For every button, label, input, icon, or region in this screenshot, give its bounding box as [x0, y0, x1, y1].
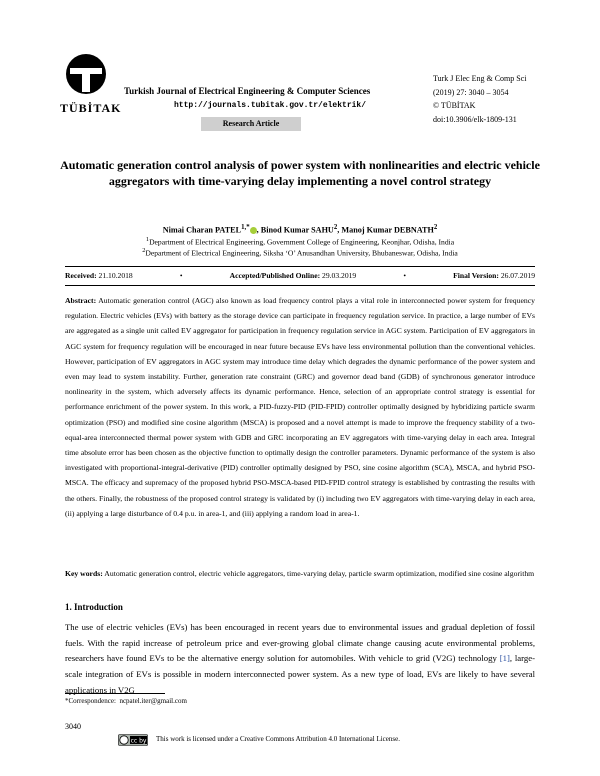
paper-title: Automatic generation control analysis of power system with nonlinearities and electric vehicle aggregators with time-varying delay implementing a novel control strategy	[60, 158, 540, 188]
intro-text: The use of electric vehicles (EVs) has been encouraged in recent years due to environmental issues and gradual depletion of fossil fuels. With the rapid increase of petroleum price and ever-growing global climate change causing acute environmental problems, researchers have found EVs to be the alternative energy solution for automobiles. With vehicle to grid (V2G) technology	[65, 622, 535, 664]
footnote-label: *Correspondence:	[65, 697, 116, 705]
received-label: Received:	[65, 271, 97, 280]
affiliation-2	[30, 247, 570, 258]
footnote-divider	[65, 693, 165, 694]
citation-line: (2019) 27: 3040 – 3054	[433, 87, 509, 97]
dates-row	[65, 271, 535, 280]
author-name: Binod Kumar SAHU	[260, 225, 334, 235]
accepted-label: Accepted/Published Online:	[229, 271, 321, 280]
page-number: 3040	[65, 722, 81, 731]
abstract	[65, 293, 535, 521]
citation-line: Turk J Elec Eng & Comp Sci	[433, 74, 527, 83]
doi-link[interactable]: doi:10.3906/elk-1809-131	[433, 114, 517, 124]
journal-name: Turkish Journal of Electrical Engineering & Computer Sciences	[124, 86, 371, 96]
keywords-label: Key words:	[65, 569, 103, 578]
copyright: © TÜBİTAK	[433, 101, 476, 110]
received-value: 21.10.2018	[98, 271, 133, 280]
author-list: Nimai Charan $PATEL^{1,*}$ , Binod Kumar SAHU$^2$, Manoj Kumar DEBNATH$^2$	[162, 224, 438, 235]
journal-url-link[interactable]: http://journals.tubitak.gov.tr/elektrik/	[174, 101, 367, 110]
divider	[65, 266, 535, 267]
author-sup: 2	[333, 224, 338, 231]
final-value: 26.07.2019	[500, 271, 535, 280]
author-sup: 2	[433, 224, 438, 231]
final-date	[453, 271, 535, 280]
author-sup: 1,*	[241, 224, 250, 231]
accepted-date	[230, 271, 357, 280]
intro-text: , large-scale integration of EVs is possible in modern interconnected power system. As a new type of load, EVs are likely to have several applications in V2G	[65, 653, 535, 695]
affiliation-text: Department of Electrical Engineering, Government College of Engineering, Keonjhar, Odisha, India	[149, 237, 455, 247]
correspondence-footnote	[65, 697, 187, 705]
correspondence-email[interactable]: ncpatel.iter@gmail.com	[119, 697, 187, 705]
author-name: Manoj Kumar DEBNATH	[341, 225, 434, 235]
bullet: •	[179, 271, 183, 280]
section-heading: 1. Introduction	[65, 602, 123, 612]
article-type-badge: Research Article	[201, 117, 301, 131]
intro-paragraph	[65, 620, 535, 699]
divider	[65, 285, 535, 286]
orcid-icon[interactable]	[250, 227, 257, 234]
affiliation-sup: 1	[145, 236, 150, 243]
accepted-value: 29.03.2019	[322, 271, 357, 280]
license-text: This work is licensed under a Creative Commons Attribution 4.0 International License.	[156, 735, 400, 743]
abstract-label: Abstract:	[65, 296, 97, 305]
citation-link[interactable]: [1]	[499, 653, 510, 664]
logo-wordmark: TÜBİTAK	[60, 101, 122, 115]
cc-label: cc by	[130, 737, 147, 745]
keywords	[65, 566, 535, 581]
final-label: Final Version:	[453, 271, 499, 280]
citation-block	[433, 72, 526, 126]
keywords-text: Automatic generation control, electric vehicle aggregators, time-varying delay, particle swarm optimization, modified sine cosine algorithm	[104, 569, 535, 578]
received-date	[65, 271, 133, 280]
affiliation-sup: 2	[142, 247, 146, 254]
author-name: Nimai Charan PATEL	[162, 225, 242, 235]
affiliation-1	[30, 236, 570, 247]
bullet: •	[403, 271, 406, 280]
creative-commons-icon[interactable]	[118, 734, 148, 746]
affiliation-text: Department of Electrical Engineering, Siksha ‘O’ Anusandhan University, Bhubaneswar, Odisha, India	[145, 248, 458, 258]
tubitak-logo-icon	[64, 52, 108, 102]
abstract-text: Automatic generation control (AGC) also known as load frequency control plays a vital role in interconnected power system for frequency regulation. Electric vehicles (EVs) with battery as the storage device can participate in frequency regulation service. In practice, a large number of EVs are aggregated as a single unit called EV aggregator for participation in frequency regulation service in AGC system. Participation of EV aggregators in AGC system for frequency regulation will be encouraged in near future because EVs have less environmental pollution than the conventional vehicles. However, participation of EV aggregators in AGC system may introduce time delay which degrades the dynamic performance of the power system and even may lead to system instability. Further, generation rate constraint (GRC) and governor dead band (GDB) of synchronous generator introduce nonlinearity in the system, which adversely affects its dynamic performance. Hence, selection of an appropriate control strategy is essential for performance enrichment of the power system. In this work, a PID-fuzzy-PID (PID-FPID) controller optimally designed by hybridizing particle swarm optimization (PSO) and modified sine cosine algorithm (MSCA) is proposed and a novel attempt is made to improve the frequency stability of a two-equal-area interconnected thermal power system with GDB and GRC incorporating an EV aggregators with time-varying delay in each area. Integral time absolute error has been chosen as the objective function to optimally design the controller parameters. Dynamic performance of the system is also investigated with proportional-integral-derivative (PID) controller optimally designed by PSO, sine cosine algorithm (SCA), MSCA, and hybrid PSO-MSCA. The efficacy and supremacy of the proposed hybrid PSO-MSCA-based PID-FPID control strategy is established by contrasting the results with the others. Finally, the robustness of the proposed control strategy is validated by (i) including two EV aggregators with time-varying delay in each area, (ii) applying a large disturbance of 0.4 p.u. in area-1, and (iii) applying a random load in area-1.	[65, 296, 535, 518]
